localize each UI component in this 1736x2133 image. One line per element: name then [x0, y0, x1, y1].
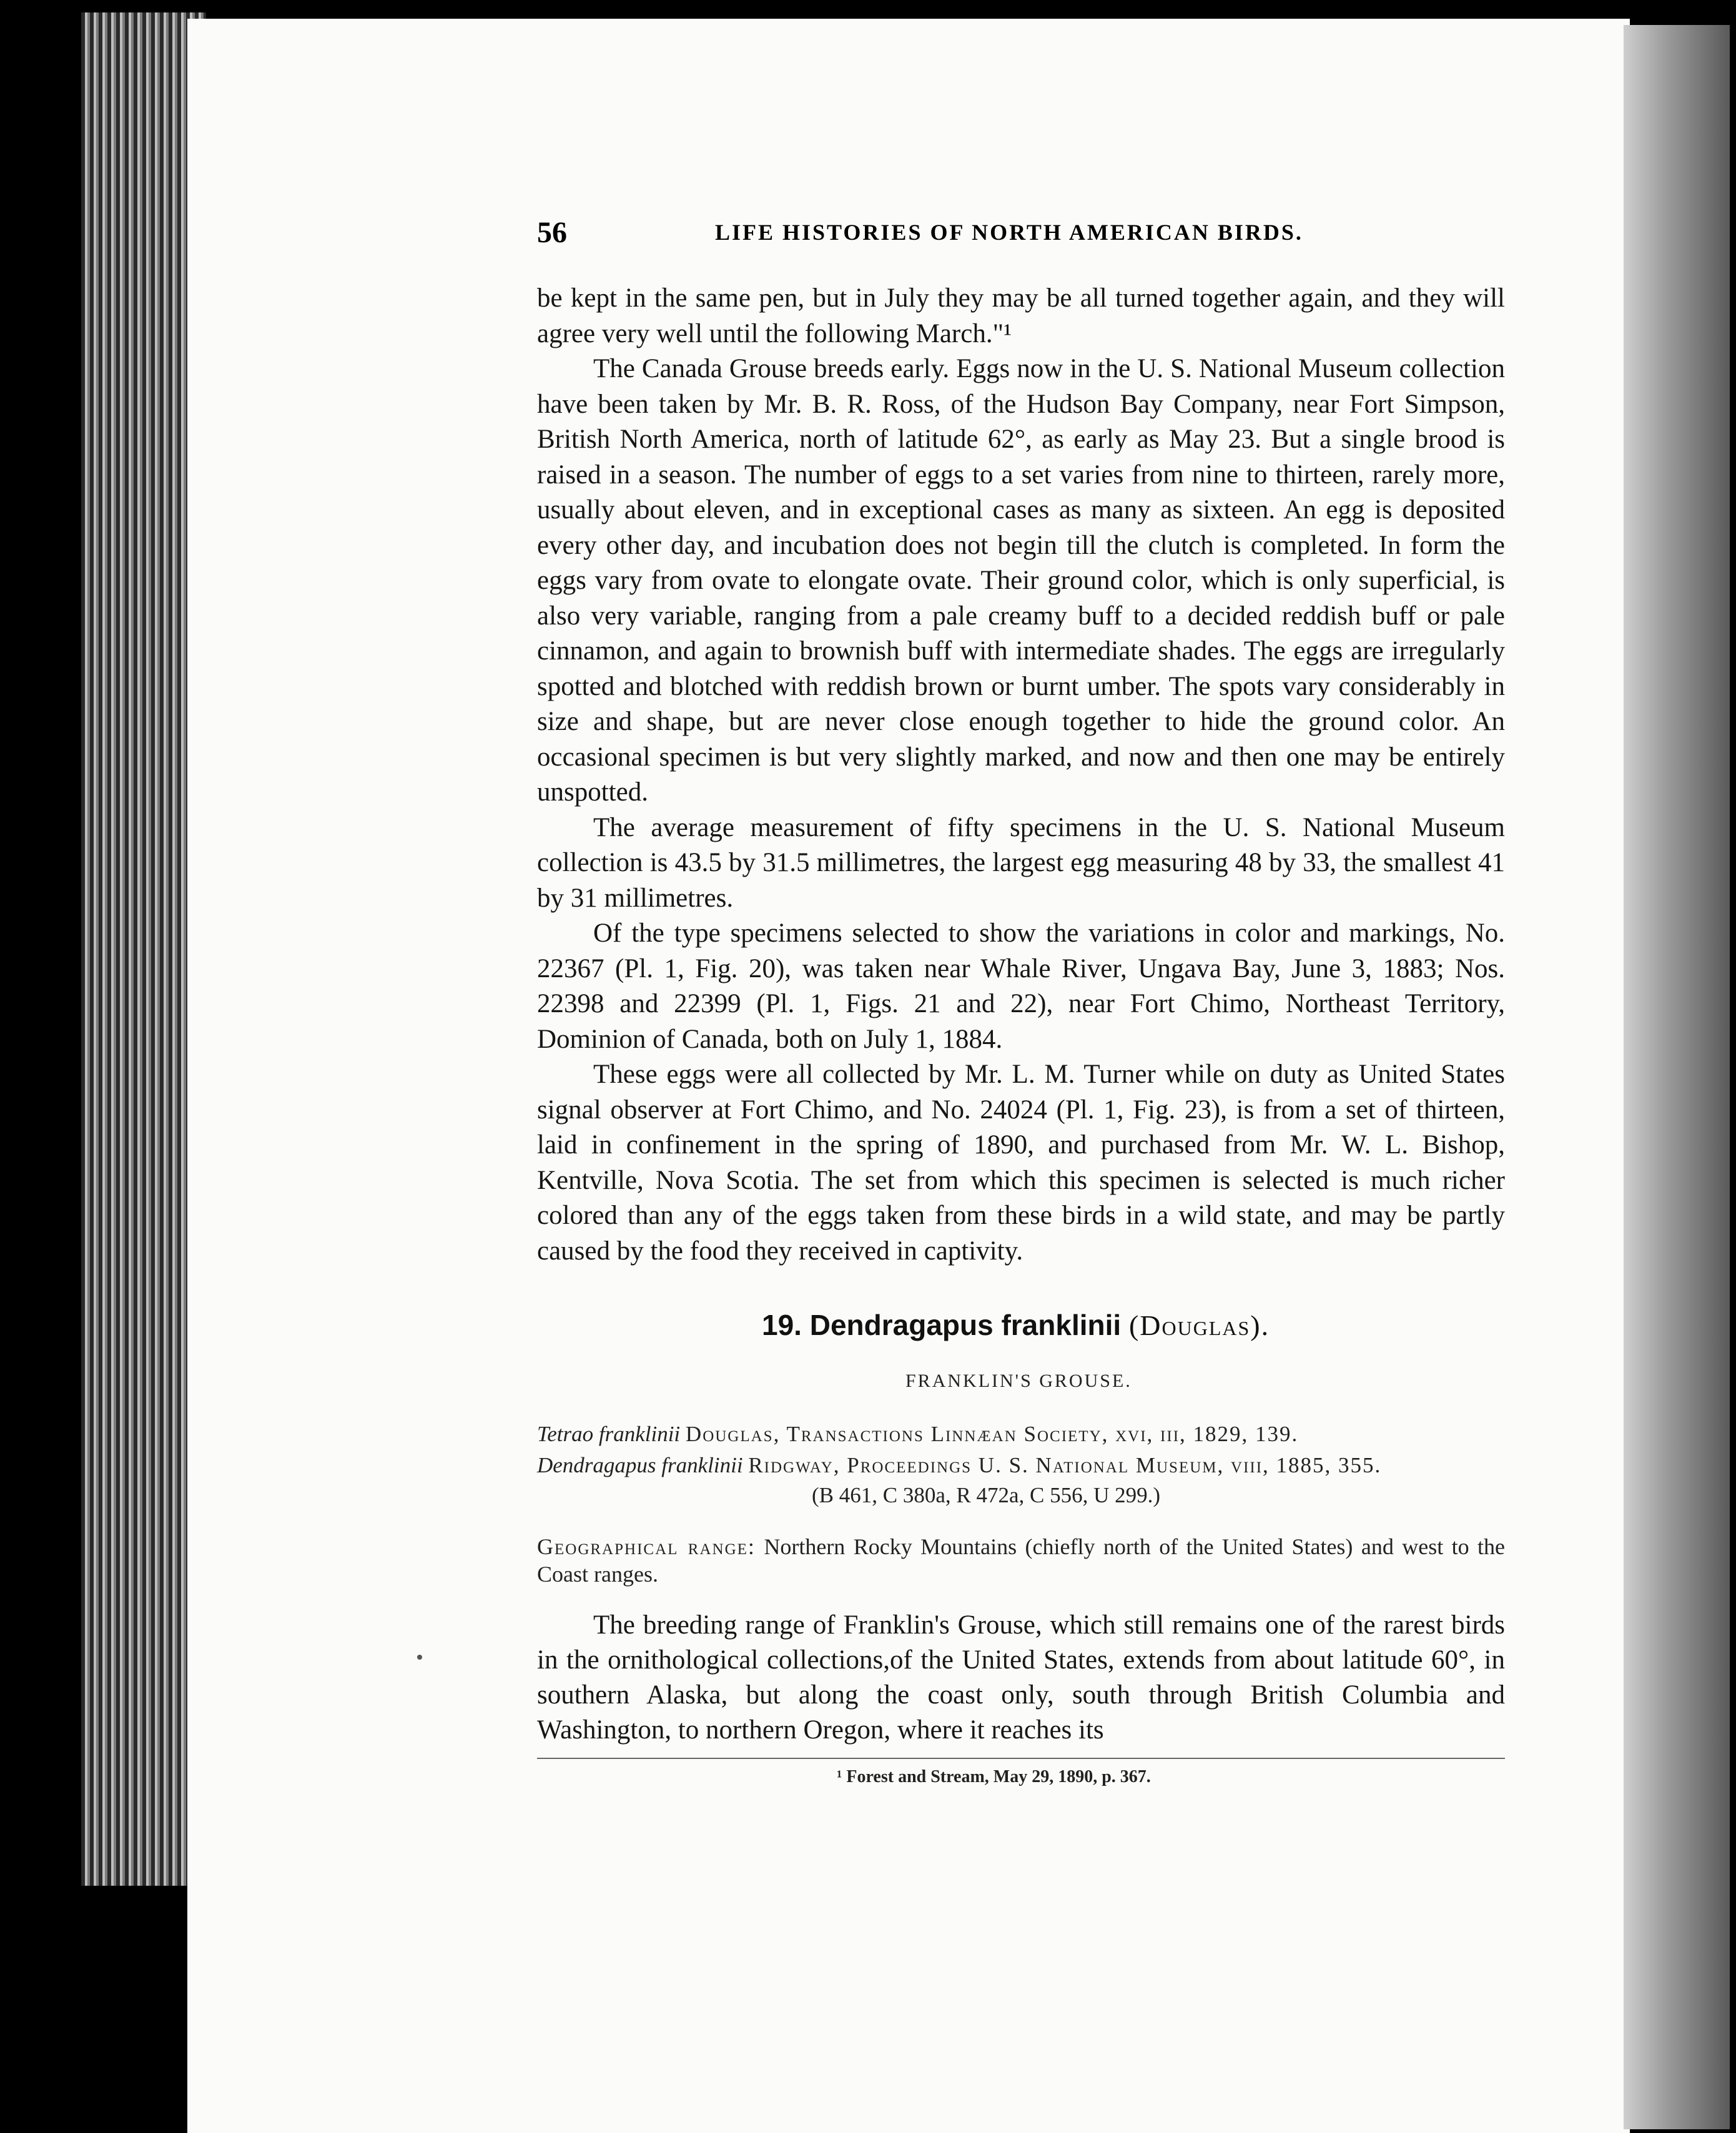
facing-page-edge: [1624, 25, 1730, 2129]
synonym-name: Dendragapus franklinii: [537, 1453, 743, 1477]
paragraph-continuation: be kept in the same pen, but in July they may be all turned together again, and they will agree very well until the following March."¹: [537, 283, 1505, 348]
synonym-citation: Ridgway, Proceedings U. S. National Museum, viii, 1885, 355.: [748, 1453, 1382, 1477]
species-number: 19.: [762, 1309, 802, 1341]
synonym-line: [537, 1421, 1298, 1448]
body-text: [537, 281, 1505, 1269]
geographical-range: [537, 1533, 1505, 1588]
species-heading: [762, 1308, 1270, 1342]
catalog-references: (B 461, C 380a, R 472a, C 556, U 299.): [812, 1483, 1161, 1507]
page-header: [537, 215, 1505, 259]
paragraph-breeding: The Canada Grouse breeds early. Eggs now in the U. S. National Museum collection have been taken by Mr. B. R. Ross, of the Hudson Bay Company, near Fort Simpson, British North America, north of latitude 62°, as early as May 23. But a single brood is raised in a season. The number of eggs to a set varies from nine to thirteen, rarely more, usually about eleven, and in exceptional cases as many as sixteen. An egg is deposited every other day, and incubation does not begin till the clutch is completed. In form the eggs vary from ovate to elongate ovate. Their ground color, which is only superficial, is also very variable, ranging from a pale creamy buff to a decided reddish buff or pale cinnamon, and again to brownish buff with intermediate shades. The eggs are irregularly spotted and blotched with reddish brown or burnt umber. The spots vary considerably in size and shape, but are never close enough together to hide the ground color. An occasional specimen is but very slightly marked, and now and then one may be entirely unspotted.: [537, 354, 1505, 807]
page-number: 56: [537, 216, 567, 249]
paragraph-collection: These eggs were all collected by Mr. L. M. Turner while on duty as United States signal observer at Fort Chimo, and No. 24024 (Pl. 1, Fig. 23), is from a set of thirteen, laid in confinement in the spring of 1890, and purchased from Mr. W. L. Bishop, Kentville, Nova Scotia. The set from which this specimen is selected is much richer colored than any of the eggs taken from these birds in a wild state, and may be partly caused by the food they received in captivity.: [537, 1060, 1505, 1266]
species-name: Dendragapus franklinii: [809, 1309, 1122, 1341]
footnote: ¹ Forest and Stream, May 29, 1890, p. 367.: [837, 1767, 1151, 1786]
species-author: (Douglas).: [1128, 1309, 1270, 1341]
closing-text: [537, 1608, 1505, 1748]
synonym-name: Tetrao franklinii: [537, 1422, 681, 1446]
synonym-citation: Douglas, Transactions Linnæan Society, xvi, iii, 1829, 139.: [685, 1422, 1299, 1446]
common-name: FRANKLIN'S GROUSE.: [905, 1371, 1132, 1391]
footnote-rule: [537, 1758, 1505, 1759]
range-text: Northern Rocky Mountains (chiefly north of the United States) and west to the Coast ranges.: [537, 1534, 1506, 1587]
margin-mark: [417, 1655, 422, 1660]
paragraph-measurements: The average measurement of fifty specimens in the U. S. National Museum collection is 43.5 by 31.5 millimetres, the largest egg measuring 48 by 33, the smallest 41 by 31 millimetres.: [537, 812, 1505, 913]
synonym-line: [537, 1452, 1381, 1479]
paragraph-type-specimens: Of the type specimens selected to show the variations in color and markings, No. 22367 (Pl. 1, Fig. 20), was taken near Whale River, Ungava Bay, June 3, 1883; Nos. 22398 and 22399 (Pl. 1, Figs. 21 and 22), near Fort Chimo, Northeast Territory, Dominion of Canada, both on July 1, 1884.: [537, 919, 1505, 1054]
paragraph-breeding-range: The breeding range of Franklin's Grouse, which still remains one of the rarest birds in the ornithological collections,of the United States, extends from about latitude 60°, in southern Alaska, but along the coast only, south through British Columbia and Washington, to northern Oregon, where it reaches its: [537, 1610, 1505, 1745]
range-label: Geographical range:: [537, 1534, 756, 1559]
running-head: LIFE HISTORIES OF NORTH AMERICAN BIRDS.: [715, 220, 1303, 245]
